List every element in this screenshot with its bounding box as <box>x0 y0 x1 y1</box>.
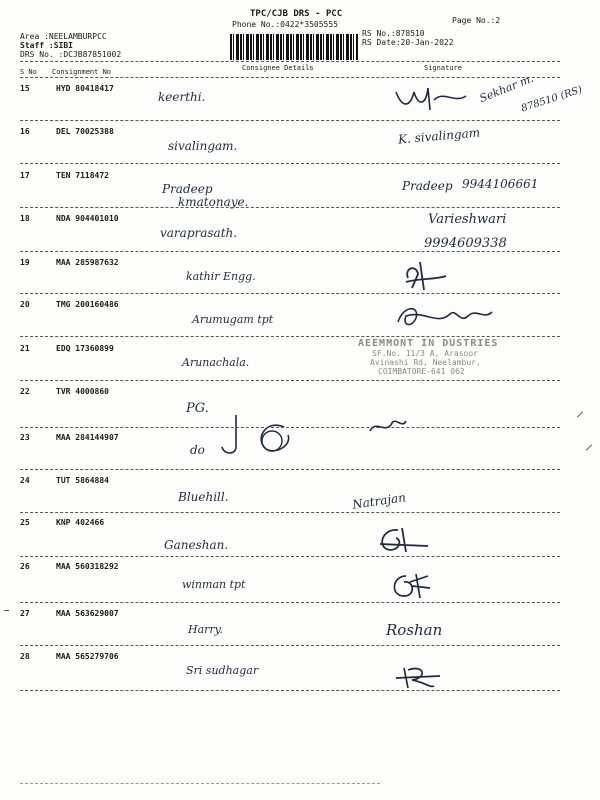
col-header-signature: Signature <box>424 64 462 72</box>
serial-number: 17 <box>20 171 30 180</box>
row-divider <box>20 163 560 164</box>
consignment-number: MAA 284144907 <box>56 433 119 442</box>
serial-number: 27 <box>20 609 30 618</box>
signer-phone: 9994609338 <box>424 236 507 251</box>
serial-number: 15 <box>20 84 30 93</box>
consignee-name: keerthi. <box>158 90 206 104</box>
col-header-consignee: Consignee Details <box>242 64 314 72</box>
stamp-address-line: Avinashi Rd, Neelambur, <box>370 358 481 367</box>
stamp-address-line: SF.No. 11/3 A, Arasoor <box>372 349 478 358</box>
stamp-company-name: AEEMMONT IN DUSTRIES <box>358 338 499 349</box>
serial-number: 21 <box>20 344 30 353</box>
signature-image <box>394 302 498 330</box>
consignee-name: winman tpt <box>182 578 246 591</box>
signer-name: Roshan <box>386 621 443 639</box>
consignment-number: TUT 5864884 <box>56 476 109 485</box>
consignment-number: MAA 565279706 <box>56 652 119 661</box>
serial-number: 28 <box>20 652 30 661</box>
signer-name: Varieshwari <box>428 212 507 227</box>
signer-name: Natrajan <box>351 490 407 512</box>
row-divider <box>20 293 560 294</box>
serial-number: 22 <box>20 387 30 396</box>
consignee-name: Sri sudhagar <box>186 664 259 677</box>
consignment-number: EDQ 17360899 <box>56 344 114 353</box>
document-title: TPC/CJB DRS - PCC <box>250 9 343 19</box>
signer-note: 878510 (RS) <box>519 84 584 115</box>
row-divider <box>20 556 560 557</box>
stamp-address-line: COIMBATORE-641 062 <box>378 367 465 376</box>
rs-number: RS No.:878510 <box>362 29 425 38</box>
col-header-consignment: Consignment No <box>52 68 112 76</box>
row-divider <box>20 336 560 337</box>
serial-number: 20 <box>20 300 30 309</box>
consignee-name: kathir Engg. <box>186 270 256 283</box>
signature-image <box>400 260 460 292</box>
serial-number: 25 <box>20 518 30 527</box>
staff-label: Staff :SIBI <box>20 41 73 50</box>
area-label: Area :NEELAMBURPCC <box>20 32 107 41</box>
consignment-number: MAA 560318292 <box>56 562 119 571</box>
consignment-number: NDA 904401010 <box>56 214 119 223</box>
consignment-number: KNP 402466 <box>56 518 105 527</box>
consignee-name-line2: kmatonaye. <box>178 195 249 209</box>
col-header-sno: S No <box>20 68 37 76</box>
consignee-name: Arunachala. <box>182 356 250 369</box>
consignment-number: HYD 80418417 <box>56 84 114 93</box>
signature-image <box>392 84 472 112</box>
serial-number: 19 <box>20 258 30 267</box>
serial-number: 18 <box>20 214 30 223</box>
phone-number: Phone No.:0422*3505555 <box>232 20 338 29</box>
rs-date: RS Date:20-Jan-2022 <box>362 38 454 47</box>
row-divider <box>20 120 560 121</box>
header-rule-bottom <box>20 77 560 78</box>
scan-speck <box>20 783 380 784</box>
table-row <box>0 652 600 712</box>
serial-number: 26 <box>20 562 30 571</box>
consignee-name: sivalingam. <box>168 139 238 153</box>
signature-image <box>366 415 410 437</box>
row-divider <box>20 512 560 513</box>
barcode <box>230 34 358 60</box>
signature-image <box>386 570 442 600</box>
row-divider <box>20 645 560 646</box>
consignee-name: Harry. <box>188 623 223 636</box>
row-divider <box>20 427 560 428</box>
signer-name: Pradeep <box>402 179 453 193</box>
serial-number: 24 <box>20 476 30 485</box>
consignee-name: Arumugam tpt <box>192 313 274 326</box>
consignee-name: varaprasath. <box>160 226 238 240</box>
drs-number: DRS No. :DCJB87851002 <box>20 50 122 59</box>
row-divider <box>20 469 560 470</box>
signature-image <box>390 662 446 690</box>
signer-name: K. sivalingam <box>397 125 481 147</box>
consignee-name: Pradeep <box>162 182 213 196</box>
consignee-name: Bluehill. <box>178 490 229 504</box>
signature-image <box>372 524 432 554</box>
consignment-number: MAA 285987632 <box>56 258 119 267</box>
serial-number: 23 <box>20 433 30 442</box>
row-divider <box>20 207 560 208</box>
consignee-name-line2: do <box>190 443 205 457</box>
row-divider <box>20 251 560 252</box>
signer-name: Sekhar m. <box>477 71 536 106</box>
header-rule-top <box>20 61 560 62</box>
consignment-number: TVR 4000860 <box>56 387 109 396</box>
page-number: Page No.:2 <box>452 16 501 25</box>
consignment-number: TMG 200160486 <box>56 300 119 309</box>
consignment-number: DEL 70025388 <box>56 127 114 136</box>
consignee-name: PG. <box>186 401 209 416</box>
row-divider <box>20 380 560 381</box>
consignee-name: Ganeshan. <box>164 538 229 552</box>
signer-phone: 9944106661 <box>462 177 539 191</box>
scan-speck <box>4 610 9 611</box>
consignment-number: TEN 7118472 <box>56 171 109 180</box>
serial-number: 16 <box>20 127 30 136</box>
row-divider <box>20 602 560 603</box>
consignment-number: MAA 563629007 <box>56 609 119 618</box>
row-divider <box>20 690 560 691</box>
